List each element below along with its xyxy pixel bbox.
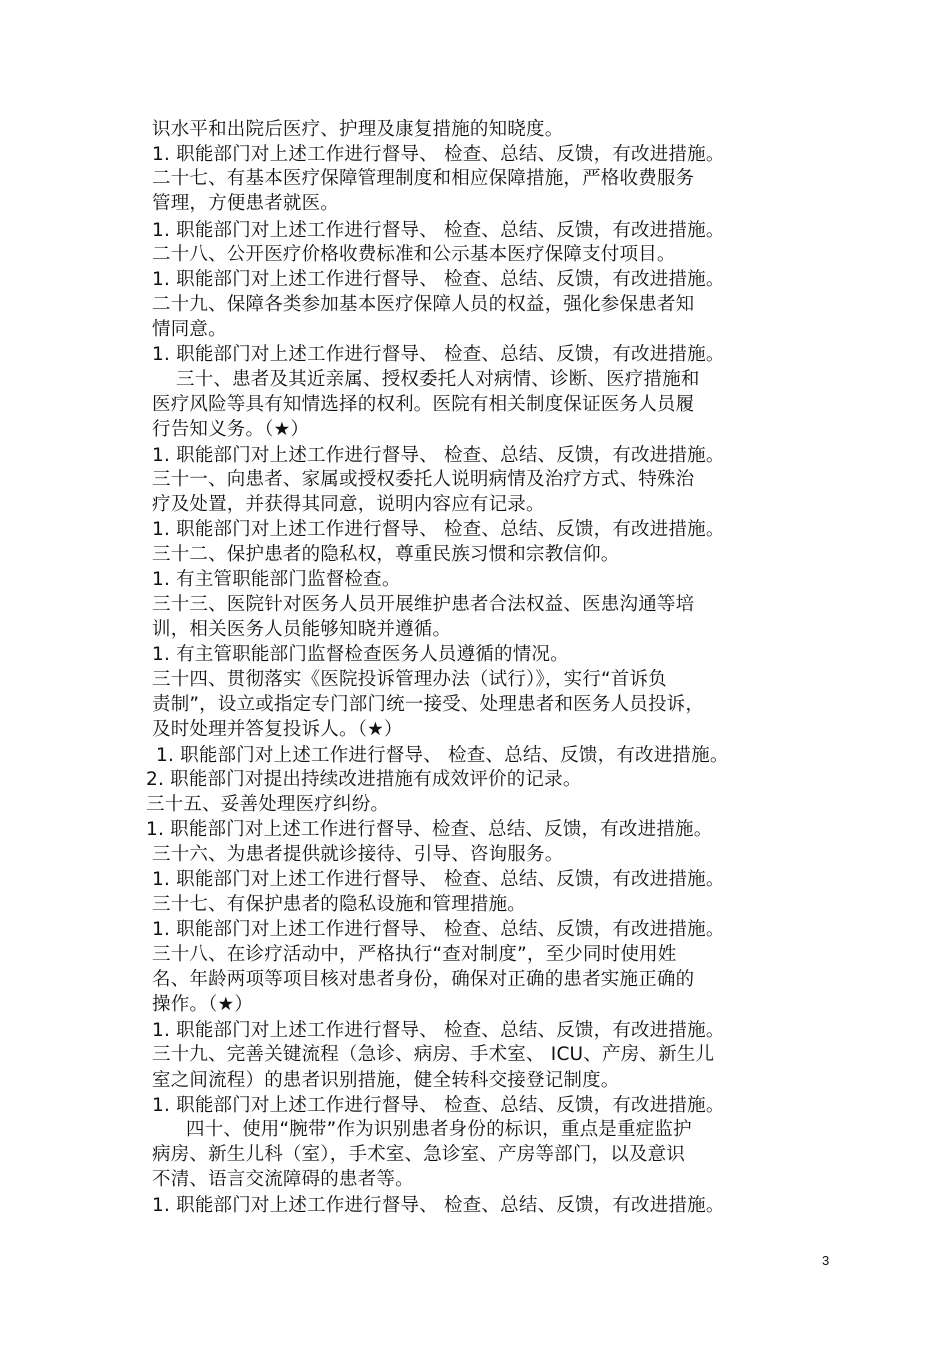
text-line: 操作。（★）	[152, 994, 254, 1015]
text-line: 1. 职能部门对上述工作进行督导、 检查、总结、反馈，有改进措施。	[152, 269, 725, 290]
text-line: 三十七、有保护患者的隐私设施和管理措施。	[152, 894, 527, 915]
text-line: 三十一、向患者、家属或授权委托人说明病情及治疗方式、特殊治	[152, 469, 695, 490]
text-line: 三十三、医院针对医务人员开展维护患者合法权益、医患沟通等培	[152, 594, 695, 615]
text-line: 四十、使用“腕带”作为识别患者身份的标识，重点是重症监护	[186, 1119, 692, 1140]
text-line: 情同意。	[152, 319, 227, 340]
text-line: 二十九、保障各类参加基本医疗保障人员的权益，强化参保患者知	[152, 294, 695, 315]
text-line: 1. 职能部门对上述工作进行督导、检查、总结、反馈，有改进措施。	[146, 819, 713, 840]
text-line: 三十八、在诊疗活动中，严格执行“查对制度”，至少同时使用姓	[152, 944, 677, 965]
text-line: 1. 职能部门对上述工作进行督导、 检查、总结、反馈，有改进措施。	[152, 220, 725, 241]
text-line: 1. 职能部门对上述工作进行督导、 检查、总结、反馈，有改进措施。	[152, 144, 725, 165]
text-line: 三十六、为患者提供就诊接待、引导、咨询服务。	[152, 844, 564, 865]
text-line: 疗及处置，并获得其同意，说明内容应有记录。	[152, 494, 545, 515]
text-line: 识水平和出院后医疗、护理及康复措施的知晓度。	[152, 119, 564, 140]
text-line: 2. 职能部门对提出持续改进措施有成效评价的记录。	[146, 769, 582, 790]
text-line: 管理，方便患者就医。	[152, 193, 340, 214]
text-line: 训，相关医务人员能够知晓并遵循。	[152, 619, 452, 640]
text-line: 1. 职能部门对上述工作进行督导、 检查、总结、反馈，有改进措施。	[152, 1095, 725, 1116]
text-line: 责制”，设立或指定专门部门统一接受、处理患者和医务人员投诉，	[152, 694, 705, 715]
text-line: 1. 职能部门对上述工作进行督导、 检查、总结、反馈，有改进措施。	[152, 445, 725, 466]
text-line: 1. 职能部门对上述工作进行督导、 检查、总结、反馈，有改进措施。	[152, 344, 725, 365]
text-line: 三十、患者及其近亲属、授权委托人对病情、诊断、医疗措施和	[176, 369, 700, 390]
text-line: 1. 职能部门对上述工作进行督导、 检查、总结、反馈，有改进措施。	[152, 1020, 725, 1041]
text-line: 1. 职能部门对上述工作进行督导、 检查、总结、反馈，有改进措施。	[152, 519, 725, 540]
text-line: 1. 职能部门对上述工作进行督导、 检查、总结、反馈，有改进措施。	[152, 1195, 725, 1216]
text-line: 名、年龄两项等项目核对患者身份，确保对正确的患者实施正确的	[152, 969, 695, 990]
text-line: 三十五、妥善处理医疗纠纷。	[146, 794, 390, 815]
text-line: 不清、语言交流障碍的患者等。	[152, 1169, 414, 1190]
text-line: 1. 职能部门对上述工作进行督导、 检查、总结、反馈，有改进措施。	[156, 745, 729, 766]
text-line: 室之间流程）的患者识别措施，健全转科交接登记制度。	[152, 1070, 620, 1091]
text-line: 医疗风险等具有知情选择的权利。医院有相关制度保证医务人员履	[152, 394, 695, 415]
text-line: 三十二、保护患者的隐私权，尊重民族习惯和宗教信仰。	[152, 544, 620, 565]
text-line: 1. 有主管职能部门监督检查。	[152, 569, 401, 590]
text-line: 1. 职能部门对上述工作进行督导、 检查、总结、反馈，有改进措施。	[152, 869, 725, 890]
text-line: 1. 职能部门对上述工作进行督导、 检查、总结、反馈，有改进措施。	[152, 919, 725, 940]
text-line: 三十九、完善关键流程（急诊、病房、手术室、 ICU、产房、新生儿	[152, 1044, 715, 1065]
text-line: 二十七、有基本医疗保障管理制度和相应保障措施，严格收费服务	[152, 168, 695, 189]
text-line: 行告知义务。（★）	[152, 419, 310, 440]
text-line: 病房、新生儿科（室），手术室、急诊室、产房等部门，以及意识	[152, 1144, 686, 1165]
text-line: 三十四、贯彻落实《医院投诉管理办法（试行）》，实行“首诉负	[152, 669, 667, 690]
text-line: 二十八、公开医疗价格收费标准和公示基本医疗保障支付项目。	[152, 244, 676, 265]
text-line: 1. 有主管职能部门监督检查医务人员遵循的情况。	[152, 644, 569, 665]
text-line: 及时处理并答复投诉人。（★）	[152, 719, 403, 740]
page-number: 3	[822, 1253, 830, 1268]
